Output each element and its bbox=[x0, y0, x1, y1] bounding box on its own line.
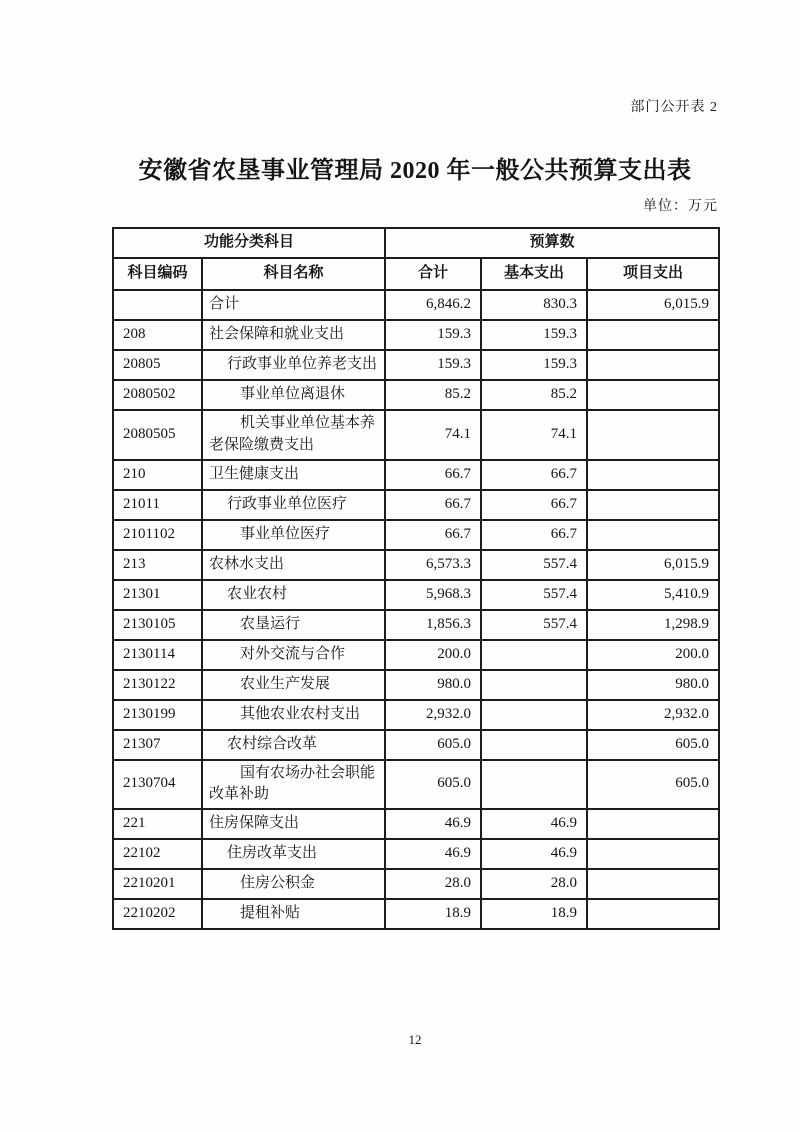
project-expenditure-cell: 5,410.9 bbox=[587, 580, 719, 610]
table-row bbox=[113, 640, 719, 670]
table-row bbox=[113, 550, 719, 580]
total-cell: 605.0 bbox=[385, 730, 481, 760]
subject-code-cell: 221 bbox=[113, 809, 202, 839]
subject-code-cell: 213 bbox=[113, 550, 202, 580]
table-row bbox=[113, 320, 719, 350]
project-expenditure-cell: 605.0 bbox=[587, 760, 719, 810]
page-title: 安徽省农垦事业管理局 2020 年一般公共预算支出表 bbox=[138, 158, 692, 184]
project-expenditure-cell bbox=[587, 320, 719, 350]
project-expenditure-cell bbox=[587, 350, 719, 380]
subject-code-cell: 21011 bbox=[113, 490, 202, 520]
header-column-row bbox=[113, 258, 719, 290]
total-cell: 159.3 bbox=[385, 320, 481, 350]
total-cell: 605.0 bbox=[385, 760, 481, 810]
subject-code-cell: 21307 bbox=[113, 730, 202, 760]
document-tag: 部门公开表 2 bbox=[630, 100, 718, 115]
subject-name-cell: 事业单位医疗 bbox=[202, 520, 385, 550]
basic-expenditure-cell: 18.9 bbox=[481, 899, 587, 929]
subject-name-cell: 行政事业单位养老支出 bbox=[202, 350, 385, 380]
subject-name-cell: 住房公积金 bbox=[202, 869, 385, 899]
project-expenditure-cell bbox=[587, 410, 719, 460]
basic-expenditure-cell: 159.3 bbox=[481, 350, 587, 380]
header-total: 合计 bbox=[385, 258, 481, 290]
header-budget-amount: 预算数 bbox=[385, 228, 719, 258]
total-cell: 18.9 bbox=[385, 899, 481, 929]
header-subject-name: 科目名称 bbox=[202, 258, 385, 290]
table-row bbox=[113, 460, 719, 490]
table-row bbox=[113, 670, 719, 700]
project-expenditure-cell bbox=[587, 899, 719, 929]
basic-expenditure-cell: 28.0 bbox=[481, 869, 587, 899]
total-cell: 6,573.3 bbox=[385, 550, 481, 580]
table-row bbox=[113, 610, 719, 640]
subject-code-cell: 2130199 bbox=[113, 700, 202, 730]
document-content bbox=[112, 0, 718, 930]
project-expenditure-cell: 605.0 bbox=[587, 730, 719, 760]
basic-expenditure-cell bbox=[481, 670, 587, 700]
subject-code-cell: 2080505 bbox=[113, 410, 202, 460]
subject-name-cell: 其他农业农村支出 bbox=[202, 700, 385, 730]
total-cell: 200.0 bbox=[385, 640, 481, 670]
table-row bbox=[113, 380, 719, 410]
project-expenditure-cell bbox=[587, 809, 719, 839]
table-row bbox=[113, 490, 719, 520]
basic-expenditure-cell: 66.7 bbox=[481, 490, 587, 520]
subject-code-cell: 21301 bbox=[113, 580, 202, 610]
subject-name-cell: 住房改革支出 bbox=[202, 839, 385, 869]
total-cell: 74.1 bbox=[385, 410, 481, 460]
subject-name-cell: 机关事业单位基本养老保险缴费支出 bbox=[202, 410, 385, 460]
basic-expenditure-cell bbox=[481, 640, 587, 670]
total-cell: 1,856.3 bbox=[385, 610, 481, 640]
basic-expenditure-cell: 74.1 bbox=[481, 410, 587, 460]
total-cell: 5,968.3 bbox=[385, 580, 481, 610]
total-cell: 66.7 bbox=[385, 520, 481, 550]
subject-name-cell: 卫生健康支出 bbox=[202, 460, 385, 490]
subject-code-cell: 20805 bbox=[113, 350, 202, 380]
project-expenditure-cell bbox=[587, 839, 719, 869]
table-row bbox=[113, 350, 719, 380]
subject-name-cell: 社会保障和就业支出 bbox=[202, 320, 385, 350]
subject-name-cell: 农林水支出 bbox=[202, 550, 385, 580]
subject-name-cell: 农村综合改革 bbox=[202, 730, 385, 760]
basic-expenditure-cell bbox=[481, 700, 587, 730]
budget-table bbox=[112, 227, 720, 930]
total-cell: 980.0 bbox=[385, 670, 481, 700]
header-subject-code: 科目编码 bbox=[113, 258, 202, 290]
table-row bbox=[113, 730, 719, 760]
subject-code-cell: 208 bbox=[113, 320, 202, 350]
basic-expenditure-cell bbox=[481, 730, 587, 760]
total-cell: 46.9 bbox=[385, 809, 481, 839]
page-number: 12 bbox=[408, 1032, 422, 1047]
project-expenditure-cell: 1,298.9 bbox=[587, 610, 719, 640]
project-expenditure-cell bbox=[587, 520, 719, 550]
basic-expenditure-cell: 159.3 bbox=[481, 320, 587, 350]
basic-expenditure-cell: 66.7 bbox=[481, 460, 587, 490]
header-project-expenditure: 项目支出 bbox=[587, 258, 719, 290]
subject-code-cell: 2210201 bbox=[113, 869, 202, 899]
table-row bbox=[113, 580, 719, 610]
basic-expenditure-cell: 830.3 bbox=[481, 290, 587, 320]
subject-name-cell: 事业单位离退休 bbox=[202, 380, 385, 410]
subject-name-cell: 提租补贴 bbox=[202, 899, 385, 929]
table-row bbox=[113, 809, 719, 839]
total-cell: 6,846.2 bbox=[385, 290, 481, 320]
subject-name-cell: 农业农村 bbox=[202, 580, 385, 610]
table-row bbox=[113, 899, 719, 929]
total-cell: 2,932.0 bbox=[385, 700, 481, 730]
total-cell: 28.0 bbox=[385, 869, 481, 899]
subject-code-cell: 2130114 bbox=[113, 640, 202, 670]
project-expenditure-cell: 200.0 bbox=[587, 640, 719, 670]
budget-table-body bbox=[113, 290, 719, 929]
subject-code-cell: 22102 bbox=[113, 839, 202, 869]
table-row bbox=[113, 760, 719, 810]
basic-expenditure-cell: 46.9 bbox=[481, 839, 587, 869]
basic-expenditure-cell: 46.9 bbox=[481, 809, 587, 839]
project-expenditure-cell: 6,015.9 bbox=[587, 290, 719, 320]
subject-code-cell: 2130105 bbox=[113, 610, 202, 640]
subject-code-cell: 2210202 bbox=[113, 899, 202, 929]
unit-note: 单位：万元 bbox=[643, 199, 718, 214]
basic-expenditure-cell: 557.4 bbox=[481, 580, 587, 610]
table-row bbox=[113, 700, 719, 730]
basic-expenditure-cell: 557.4 bbox=[481, 610, 587, 640]
basic-expenditure-cell bbox=[481, 760, 587, 810]
project-expenditure-cell bbox=[587, 460, 719, 490]
subject-code-cell bbox=[113, 290, 202, 320]
total-cell: 159.3 bbox=[385, 350, 481, 380]
total-cell: 85.2 bbox=[385, 380, 481, 410]
project-expenditure-cell: 6,015.9 bbox=[587, 550, 719, 580]
subject-name-cell: 农垦运行 bbox=[202, 610, 385, 640]
header-basic-expenditure: 基本支出 bbox=[481, 258, 587, 290]
project-expenditure-cell bbox=[587, 490, 719, 520]
header-functional-category: 功能分类科目 bbox=[113, 228, 385, 258]
project-expenditure-cell bbox=[587, 380, 719, 410]
basic-expenditure-cell: 66.7 bbox=[481, 520, 587, 550]
subject-code-cell: 2130704 bbox=[113, 760, 202, 810]
subject-code-cell: 2101102 bbox=[113, 520, 202, 550]
table-row bbox=[113, 839, 719, 869]
basic-expenditure-cell: 557.4 bbox=[481, 550, 587, 580]
subject-code-cell: 2130122 bbox=[113, 670, 202, 700]
total-cell: 66.7 bbox=[385, 490, 481, 520]
project-expenditure-cell bbox=[587, 869, 719, 899]
table-row bbox=[113, 410, 719, 460]
subject-name-cell: 行政事业单位医疗 bbox=[202, 490, 385, 520]
subject-name-cell: 农业生产发展 bbox=[202, 670, 385, 700]
project-expenditure-cell: 2,932.0 bbox=[587, 700, 719, 730]
table-row bbox=[113, 520, 719, 550]
total-cell: 46.9 bbox=[385, 839, 481, 869]
subject-name-cell: 合计 bbox=[202, 290, 385, 320]
project-expenditure-cell: 980.0 bbox=[587, 670, 719, 700]
subject-code-cell: 210 bbox=[113, 460, 202, 490]
total-cell: 66.7 bbox=[385, 460, 481, 490]
table-row bbox=[113, 869, 719, 899]
subject-name-cell: 对外交流与合作 bbox=[202, 640, 385, 670]
basic-expenditure-cell: 85.2 bbox=[481, 380, 587, 410]
subject-code-cell: 2080502 bbox=[113, 380, 202, 410]
table-row bbox=[113, 290, 719, 320]
subject-name-cell: 住房保障支出 bbox=[202, 809, 385, 839]
header-group-row bbox=[113, 228, 719, 258]
subject-name-cell: 国有农场办社会职能改革补助 bbox=[202, 760, 385, 810]
